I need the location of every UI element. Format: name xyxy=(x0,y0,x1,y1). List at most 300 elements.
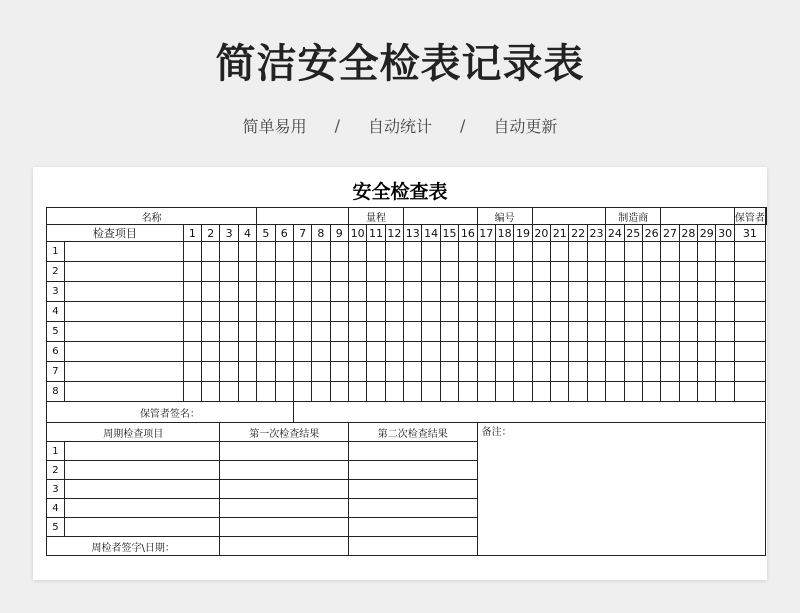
check-cell[interactable] xyxy=(183,322,201,342)
label-range: 量程 xyxy=(348,208,403,225)
check-cell[interactable] xyxy=(238,342,256,362)
check-cell[interactable] xyxy=(220,282,238,302)
check-cell[interactable] xyxy=(587,382,605,402)
check-cell[interactable] xyxy=(661,242,679,262)
check-cell[interactable] xyxy=(238,322,256,342)
check-cell[interactable] xyxy=(477,242,495,262)
check-cell[interactable] xyxy=(385,382,403,402)
check-cell[interactable] xyxy=(551,242,569,262)
check-cell[interactable] xyxy=(587,342,605,362)
check-cell[interactable] xyxy=(440,322,458,342)
check-cell[interactable] xyxy=(404,242,422,262)
check-cell[interactable] xyxy=(275,282,293,302)
check-cell[interactable] xyxy=(642,382,660,402)
check-cell[interactable] xyxy=(698,342,716,362)
periodic-number: 4 xyxy=(47,499,65,518)
check-cell[interactable] xyxy=(661,382,679,402)
check-cell[interactable] xyxy=(587,322,605,342)
check-cell[interactable] xyxy=(440,382,458,402)
separator: / xyxy=(334,116,340,135)
check-cell[interactable] xyxy=(183,302,201,322)
check-cell[interactable] xyxy=(440,342,458,362)
periodic-number: 1 xyxy=(47,442,65,461)
check-cell[interactable] xyxy=(220,362,238,382)
day-header: 28 xyxy=(679,225,697,242)
check-cell[interactable] xyxy=(202,362,220,382)
check-cell[interactable] xyxy=(385,362,403,382)
check-cell[interactable] xyxy=(606,302,624,322)
check-cell[interactable] xyxy=(495,282,513,302)
check-cell[interactable] xyxy=(716,362,734,382)
item-name-cell[interactable] xyxy=(64,282,183,302)
field-maker[interactable] xyxy=(661,208,735,225)
separator: / xyxy=(460,116,466,135)
item-number: 5 xyxy=(47,322,65,342)
check-cell[interactable] xyxy=(330,262,348,282)
check-cell[interactable] xyxy=(348,342,366,362)
check-cell[interactable] xyxy=(312,302,330,322)
check-cell[interactable] xyxy=(440,302,458,322)
check-cell[interactable] xyxy=(257,282,275,302)
check-cell[interactable] xyxy=(551,342,569,362)
inspection-table xyxy=(46,207,767,556)
check-cell[interactable] xyxy=(293,262,311,282)
check-cell[interactable] xyxy=(477,322,495,342)
check-cell[interactable] xyxy=(459,322,477,342)
check-cell[interactable] xyxy=(202,382,220,402)
second-result-cell[interactable] xyxy=(348,461,477,480)
second-result-cell[interactable] xyxy=(348,480,477,499)
check-cell[interactable] xyxy=(348,322,366,342)
day-header: 27 xyxy=(661,225,679,242)
feature-tagline xyxy=(0,114,800,137)
check-cell[interactable] xyxy=(183,282,201,302)
remarks-area[interactable]: 备注： xyxy=(477,423,765,556)
check-cell[interactable] xyxy=(734,362,765,382)
check-cell[interactable] xyxy=(606,342,624,362)
check-cell[interactable] xyxy=(532,302,550,322)
check-cell[interactable] xyxy=(385,282,403,302)
check-cell[interactable] xyxy=(220,242,238,262)
periodic-item-cell[interactable] xyxy=(64,461,219,480)
check-cell[interactable] xyxy=(422,342,440,362)
check-cell[interactable] xyxy=(220,322,238,342)
periodic-item-cell[interactable] xyxy=(64,518,219,537)
check-cell[interactable] xyxy=(716,262,734,282)
check-cell[interactable] xyxy=(367,382,385,402)
check-cell[interactable] xyxy=(257,242,275,262)
periodic-item-cell[interactable] xyxy=(64,480,219,499)
check-cell[interactable] xyxy=(642,322,660,342)
second-result-cell[interactable] xyxy=(348,442,477,461)
check-cell[interactable] xyxy=(587,282,605,302)
check-cell[interactable] xyxy=(569,242,587,262)
check-cell[interactable] xyxy=(734,302,765,322)
check-cell[interactable] xyxy=(679,302,697,322)
check-cell[interactable] xyxy=(330,242,348,262)
check-cell[interactable] xyxy=(275,322,293,342)
check-cell[interactable] xyxy=(293,282,311,302)
check-cell[interactable] xyxy=(642,342,660,362)
check-cell[interactable] xyxy=(293,242,311,262)
check-cell[interactable] xyxy=(569,382,587,402)
check-cell[interactable] xyxy=(183,242,201,262)
check-cell[interactable] xyxy=(367,322,385,342)
first-result-header: 第一次检查结果 xyxy=(220,423,349,442)
check-cell[interactable] xyxy=(348,242,366,262)
check-cell[interactable] xyxy=(569,362,587,382)
check-cell[interactable] xyxy=(495,362,513,382)
check-cell[interactable] xyxy=(698,282,716,302)
check-cell[interactable] xyxy=(312,282,330,302)
check-cell[interactable] xyxy=(238,242,256,262)
check-cell[interactable] xyxy=(514,362,532,382)
field-name[interactable] xyxy=(257,208,349,225)
check-cell[interactable] xyxy=(202,342,220,362)
check-cell[interactable] xyxy=(716,242,734,262)
first-result-cell[interactable] xyxy=(220,518,349,537)
check-cell[interactable] xyxy=(202,282,220,302)
item-name-cell[interactable] xyxy=(64,302,183,322)
check-cell[interactable] xyxy=(698,242,716,262)
field-code[interactable] xyxy=(532,208,606,225)
check-cell[interactable] xyxy=(367,262,385,282)
check-cell[interactable] xyxy=(514,242,532,262)
check-cell[interactable] xyxy=(514,302,532,322)
check-cell[interactable] xyxy=(275,242,293,262)
check-cell[interactable] xyxy=(661,262,679,282)
check-cell[interactable] xyxy=(330,342,348,362)
check-cell[interactable] xyxy=(422,302,440,322)
check-cell[interactable] xyxy=(348,382,366,402)
item-name-cell[interactable] xyxy=(64,242,183,262)
check-cell[interactable] xyxy=(551,302,569,322)
check-cell[interactable] xyxy=(587,242,605,262)
check-cell[interactable] xyxy=(385,262,403,282)
periodic-item-cell[interactable] xyxy=(64,442,219,461)
day-header: 15 xyxy=(440,225,458,242)
check-cell[interactable] xyxy=(642,362,660,382)
item-name-cell[interactable] xyxy=(64,382,183,402)
check-cell[interactable] xyxy=(679,282,697,302)
check-cell[interactable] xyxy=(716,342,734,362)
label-maker: 制造商 xyxy=(606,208,661,225)
check-cell[interactable] xyxy=(275,342,293,362)
check-cell[interactable] xyxy=(422,262,440,282)
check-cell[interactable] xyxy=(404,382,422,402)
check-cell[interactable] xyxy=(606,242,624,262)
check-cell[interactable] xyxy=(514,382,532,402)
check-cell[interactable] xyxy=(404,322,422,342)
check-cell[interactable] xyxy=(514,262,532,282)
check-cell[interactable] xyxy=(532,262,550,282)
check-cell[interactable] xyxy=(330,282,348,302)
check-cell[interactable] xyxy=(551,362,569,382)
check-cell[interactable] xyxy=(330,302,348,322)
check-cell[interactable] xyxy=(551,322,569,342)
check-cell[interactable] xyxy=(312,262,330,282)
check-cell[interactable] xyxy=(459,242,477,262)
check-cell[interactable] xyxy=(293,302,311,322)
check-cell[interactable] xyxy=(422,362,440,382)
check-cell[interactable] xyxy=(551,262,569,282)
check-cell[interactable] xyxy=(698,302,716,322)
check-cell[interactable] xyxy=(367,282,385,302)
item-name-cell[interactable] xyxy=(64,322,183,342)
check-cell[interactable] xyxy=(477,282,495,302)
day-header: 26 xyxy=(642,225,660,242)
check-cell[interactable] xyxy=(459,362,477,382)
check-cell[interactable] xyxy=(348,262,366,282)
field-range[interactable] xyxy=(404,208,478,225)
check-cell[interactable] xyxy=(624,322,642,342)
check-cell[interactable] xyxy=(495,262,513,282)
check-cell[interactable] xyxy=(734,282,765,302)
check-cell[interactable] xyxy=(495,302,513,322)
check-cell[interactable] xyxy=(422,322,440,342)
check-cell[interactable] xyxy=(202,262,220,282)
check-cell[interactable] xyxy=(385,322,403,342)
check-cell[interactable] xyxy=(459,262,477,282)
check-cell[interactable] xyxy=(624,342,642,362)
check-cell[interactable] xyxy=(459,382,477,402)
check-cell[interactable] xyxy=(624,362,642,382)
check-cell[interactable] xyxy=(312,382,330,402)
check-cell[interactable] xyxy=(238,382,256,402)
check-cell[interactable] xyxy=(238,302,256,322)
check-cell[interactable] xyxy=(679,322,697,342)
check-cell[interactable] xyxy=(624,382,642,402)
item-name-cell[interactable] xyxy=(64,362,183,382)
check-cell[interactable] xyxy=(661,362,679,382)
check-cell[interactable] xyxy=(385,242,403,262)
item-number: 2 xyxy=(47,262,65,282)
check-cell[interactable] xyxy=(716,282,734,302)
check-cell[interactable] xyxy=(257,302,275,322)
check-cell[interactable] xyxy=(202,322,220,342)
check-cell[interactable] xyxy=(532,282,550,302)
check-cell[interactable] xyxy=(330,362,348,382)
check-cell[interactable] xyxy=(642,262,660,282)
first-result-cell[interactable] xyxy=(220,480,349,499)
check-cell[interactable] xyxy=(293,362,311,382)
check-cell[interactable] xyxy=(569,302,587,322)
check-cell[interactable] xyxy=(532,342,550,362)
check-cell[interactable] xyxy=(293,382,311,402)
item-number: 8 xyxy=(47,382,65,402)
check-cell[interactable] xyxy=(606,382,624,402)
check-cell[interactable] xyxy=(422,382,440,402)
check-cell[interactable] xyxy=(477,262,495,282)
sign-date-cell[interactable] xyxy=(348,537,477,556)
check-cell[interactable] xyxy=(220,382,238,402)
check-cell[interactable] xyxy=(569,282,587,302)
check-cell[interactable] xyxy=(367,302,385,322)
check-cell[interactable] xyxy=(257,262,275,282)
check-cell[interactable] xyxy=(257,342,275,362)
check-cell[interactable] xyxy=(532,322,550,342)
check-cell[interactable] xyxy=(624,242,642,262)
check-cell[interactable] xyxy=(238,282,256,302)
check-cell[interactable] xyxy=(293,342,311,362)
check-cell[interactable] xyxy=(183,342,201,362)
check-cell[interactable] xyxy=(642,242,660,262)
check-cell[interactable] xyxy=(422,242,440,262)
check-cell[interactable] xyxy=(275,382,293,402)
check-cell[interactable] xyxy=(404,262,422,282)
keeper-sign-field[interactable] xyxy=(293,402,765,423)
check-cell[interactable] xyxy=(238,362,256,382)
check-cell[interactable] xyxy=(716,322,734,342)
check-cell[interactable] xyxy=(532,362,550,382)
first-result-cell[interactable] xyxy=(220,461,349,480)
check-cell[interactable] xyxy=(293,322,311,342)
check-cell[interactable] xyxy=(624,282,642,302)
check-cell[interactable] xyxy=(551,382,569,402)
check-cell[interactable] xyxy=(698,322,716,342)
check-cell[interactable] xyxy=(183,362,201,382)
check-cell[interactable] xyxy=(679,342,697,362)
check-cell[interactable] xyxy=(477,362,495,382)
check-cell[interactable] xyxy=(532,242,550,262)
check-cell[interactable] xyxy=(202,302,220,322)
sign-date-cell[interactable] xyxy=(220,537,349,556)
first-result-cell[interactable] xyxy=(220,442,349,461)
check-cell[interactable] xyxy=(606,322,624,342)
check-cell[interactable] xyxy=(459,302,477,322)
second-result-cell[interactable] xyxy=(348,499,477,518)
check-cell[interactable] xyxy=(275,262,293,282)
check-cell[interactable] xyxy=(661,302,679,322)
check-cell[interactable] xyxy=(661,282,679,302)
check-cell[interactable] xyxy=(220,302,238,322)
check-cell[interactable] xyxy=(440,282,458,302)
check-cell[interactable] xyxy=(257,362,275,382)
check-cell[interactable] xyxy=(642,282,660,302)
check-cell[interactable] xyxy=(661,322,679,342)
check-cell[interactable] xyxy=(716,382,734,402)
check-cell[interactable] xyxy=(734,262,765,282)
second-result-cell[interactable] xyxy=(348,518,477,537)
check-cell[interactable] xyxy=(716,302,734,322)
check-cell[interactable] xyxy=(495,382,513,402)
check-cell[interactable] xyxy=(569,342,587,362)
item-name-cell[interactable] xyxy=(64,342,183,362)
check-cell[interactable] xyxy=(698,382,716,402)
check-cell[interactable] xyxy=(624,262,642,282)
check-cell[interactable] xyxy=(385,342,403,362)
feature-easy: 简单易用 xyxy=(242,117,307,136)
page-title: 简洁安全检表记录表 xyxy=(215,41,585,87)
check-cell[interactable] xyxy=(312,242,330,262)
check-cell[interactable] xyxy=(367,242,385,262)
check-cell[interactable] xyxy=(220,342,238,362)
check-cell[interactable] xyxy=(477,342,495,362)
check-cell[interactable] xyxy=(404,342,422,362)
check-cell[interactable] xyxy=(330,382,348,402)
check-cell[interactable] xyxy=(330,322,348,342)
check-cell[interactable] xyxy=(514,282,532,302)
check-cell[interactable] xyxy=(624,302,642,322)
day-header: 10 xyxy=(348,225,366,242)
check-cell[interactable] xyxy=(606,282,624,302)
check-cell[interactable] xyxy=(587,262,605,282)
check-cell[interactable] xyxy=(734,242,765,262)
check-cell[interactable] xyxy=(440,362,458,382)
check-cell[interactable] xyxy=(495,242,513,262)
check-cell[interactable] xyxy=(348,302,366,322)
check-cell[interactable] xyxy=(275,302,293,322)
check-cell[interactable] xyxy=(404,282,422,302)
check-cell[interactable] xyxy=(275,362,293,382)
check-cell[interactable] xyxy=(385,302,403,322)
check-cell[interactable] xyxy=(514,322,532,342)
check-cell[interactable] xyxy=(477,302,495,322)
check-cell[interactable] xyxy=(514,342,532,362)
check-cell[interactable] xyxy=(238,262,256,282)
check-cell[interactable] xyxy=(532,382,550,402)
check-cell[interactable] xyxy=(220,262,238,282)
check-cell[interactable] xyxy=(257,382,275,402)
check-cell[interactable] xyxy=(679,362,697,382)
check-cell[interactable] xyxy=(606,262,624,282)
check-cell[interactable] xyxy=(642,302,660,322)
check-cell[interactable] xyxy=(348,282,366,302)
check-cell[interactable] xyxy=(440,262,458,282)
check-cell[interactable] xyxy=(569,322,587,342)
check-cell[interactable] xyxy=(495,322,513,342)
check-cell[interactable] xyxy=(734,322,765,342)
check-cell[interactable] xyxy=(679,262,697,282)
field-keeper[interactable] xyxy=(766,208,767,225)
check-cell[interactable] xyxy=(257,322,275,342)
check-cell[interactable] xyxy=(459,342,477,362)
check-cell[interactable] xyxy=(477,382,495,402)
check-cell[interactable] xyxy=(404,302,422,322)
check-cell[interactable] xyxy=(587,362,605,382)
check-cell[interactable] xyxy=(422,282,440,302)
check-cell[interactable] xyxy=(587,302,605,322)
check-cell[interactable] xyxy=(734,342,765,362)
check-cell[interactable] xyxy=(698,362,716,382)
check-cell[interactable] xyxy=(679,382,697,402)
check-cell[interactable] xyxy=(459,282,477,302)
check-cell[interactable] xyxy=(698,262,716,282)
check-cell[interactable] xyxy=(312,342,330,362)
check-cell[interactable] xyxy=(551,282,569,302)
check-cell[interactable] xyxy=(679,242,697,262)
check-cell[interactable] xyxy=(606,362,624,382)
check-cell[interactable] xyxy=(183,382,201,402)
check-cell[interactable] xyxy=(312,322,330,342)
check-cell[interactable] xyxy=(661,342,679,362)
check-cell[interactable] xyxy=(348,362,366,382)
check-cell[interactable] xyxy=(367,362,385,382)
check-cell[interactable] xyxy=(183,262,201,282)
check-cell[interactable] xyxy=(734,382,765,402)
first-result-cell[interactable] xyxy=(220,499,349,518)
check-cell[interactable] xyxy=(404,362,422,382)
check-cell[interactable] xyxy=(367,342,385,362)
check-cell[interactable] xyxy=(202,242,220,262)
periodic-item-cell[interactable] xyxy=(64,499,219,518)
item-name-cell[interactable] xyxy=(64,262,183,282)
check-cell[interactable] xyxy=(569,262,587,282)
check-cell[interactable] xyxy=(440,242,458,262)
check-cell[interactable] xyxy=(495,342,513,362)
check-cell[interactable] xyxy=(312,362,330,382)
periodic-sign-date-label: 周检者签字\日期： xyxy=(47,537,220,556)
